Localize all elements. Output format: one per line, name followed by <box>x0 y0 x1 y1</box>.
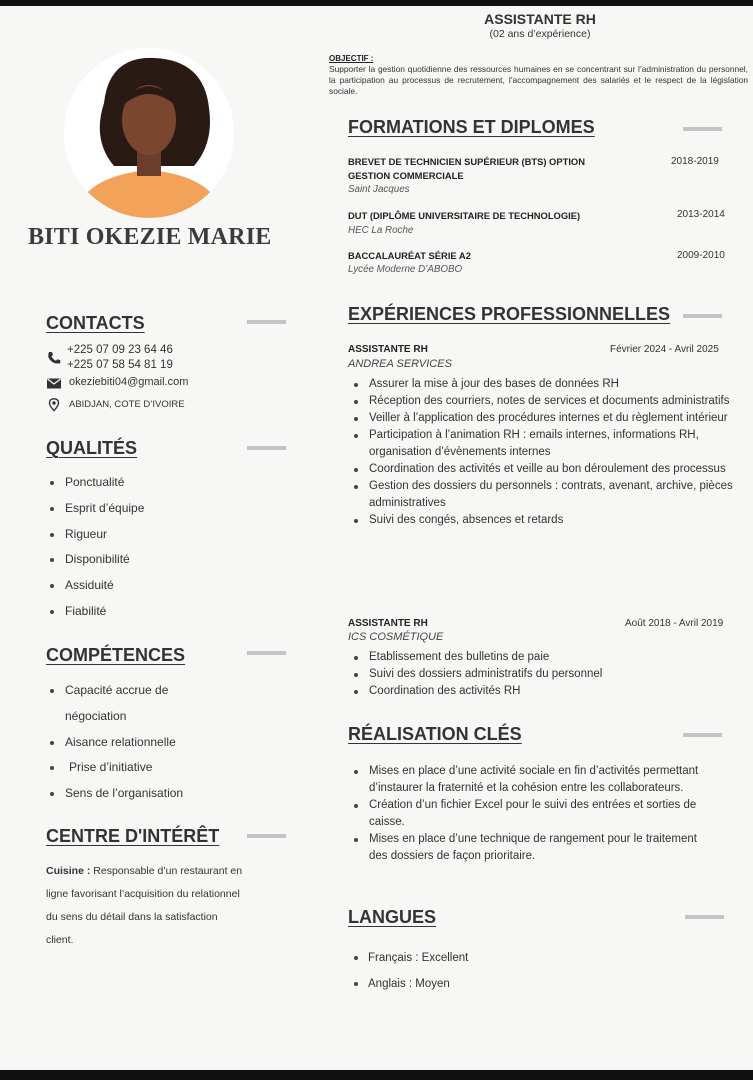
achievements-heading-bar <box>683 733 722 737</box>
skills-heading-bar <box>247 651 286 655</box>
education-school-3: Lycée Moderne D’ABOBO <box>348 264 463 275</box>
education-years-3: 2009-2010 <box>677 250 725 261</box>
list-item: Mises en place d’une activité sociale en fin d’activités permettant d’instaurer la fraternité et la cohésion entre les collaborateurs. <box>350 763 702 797</box>
education-heading: FORMATIONS ET DIPLOMES <box>348 117 595 137</box>
top-border <box>0 0 753 6</box>
contacts-heading-bar <box>247 320 286 324</box>
phone-number-2[interactable]: +225 07 58 54 81 19 <box>67 359 173 371</box>
qualities-list <box>46 470 144 625</box>
location-row <box>46 398 185 412</box>
list-item: Création d’un fichier Excel pour le suivi des entrées et sorties de caisse. <box>350 797 702 831</box>
languages-heading-bar <box>685 915 724 919</box>
job-company-1: ANDREA SERVICES <box>348 358 452 370</box>
interests-heading: CENTRE D'INTÉRÊT <box>46 826 220 846</box>
profile-photo <box>64 48 234 218</box>
job-tasks-2 <box>350 649 734 700</box>
list-item: Ponctualité <box>46 470 144 496</box>
list-item: Coordination des activités RH <box>350 683 734 700</box>
job-dates-1: Février 2024 - Avril 2025 <box>610 344 719 355</box>
education-school-1: Saint Jacques <box>348 184 410 195</box>
email-address[interactable]: okeziebiti04@gmail.com <box>69 376 189 388</box>
job-role-2: ASSISTANTE RH <box>348 618 428 629</box>
job-title: ASSISTANTE RH <box>484 11 596 27</box>
qualities-heading-bar <box>247 446 286 450</box>
phone-row <box>46 351 68 365</box>
interests-heading-bar <box>247 834 286 838</box>
bottom-border <box>0 1070 753 1080</box>
list-item: Prise d’initiative <box>46 755 196 781</box>
contacts-heading: CONTACTS <box>46 313 145 333</box>
education-title-1: BREVET DE TECHNICIEN SUPÉRIEUR (BTS) OPTION GESTION COMMERCIALE <box>348 156 585 181</box>
interest-text <box>46 860 246 952</box>
skills-list <box>46 678 196 807</box>
envelope-icon <box>46 376 64 390</box>
achievements-heading: RÉALISATION CLÉS <box>348 724 522 744</box>
languages-heading: LANGUES <box>348 907 437 927</box>
list-item: Assiduité <box>46 573 144 599</box>
list-item: Anglais : Moyen <box>350 971 468 997</box>
objective-label: OBJECTIF : <box>329 54 374 63</box>
list-item: Suivi des dossiers administratifs du personnel <box>350 666 734 683</box>
job-tasks-1 <box>350 376 734 529</box>
list-item: Sens de l’organisation <box>46 781 196 807</box>
interest-label: Cuisine : <box>46 865 91 877</box>
map-pin-icon <box>46 398 64 412</box>
education-school-2: HEC La Roche <box>348 225 414 236</box>
objective-text: Supporter la gestion quotidienne des ressources humaines en se concentrant sur l’administration du personnel, la participation au processus de recrutement, l’accompagnement des salariés et le respect de la législation sociale. <box>329 64 748 96</box>
list-item: Aisance relationnelle <box>46 730 196 756</box>
job-title-block <box>330 10 750 41</box>
list-item: Français : Excellent <box>350 945 468 971</box>
list-item: Gestion des dossiers du personnels : contrats, avenant, archive, pièces administratives <box>350 478 734 512</box>
list-item: Mises en place d’une technique de rangement pour le traitement des dossiers de façon prioritaire. <box>350 831 702 865</box>
experience-heading-bar <box>683 314 722 318</box>
phone-number-1[interactable]: +225 07 09 23 64 46 <box>67 344 173 356</box>
job-dates-2: Août 2018 - Avril 2019 <box>625 618 724 629</box>
list-item: Rigueur <box>46 522 144 548</box>
languages-list <box>350 945 468 997</box>
education-years-1: 2018-2019 <box>671 156 719 167</box>
qualities-heading: QUALITÉS <box>46 438 138 458</box>
education-years-2: 2013-2014 <box>677 209 725 220</box>
list-item: Coordination des activités et veille au bon déroulement des processus <box>350 461 734 478</box>
list-item: Capacité accrue de négociation <box>46 678 196 730</box>
phone-numbers <box>67 343 173 373</box>
list-item: Etablissement des bulletins de paie <box>350 649 734 666</box>
list-item: Disponibilité <box>46 547 144 573</box>
education-title-3: BACCALAURÉAT SÉRIE A2 <box>348 250 471 261</box>
candidate-name: BITI OKEZIE MARIE <box>28 224 272 250</box>
experience-note: (02 ans d’expérience) <box>489 28 591 40</box>
list-item: Fiabilité <box>46 599 144 625</box>
list-item: Réception des courriers, notes de services et documents administratifs <box>350 393 734 410</box>
list-item: Assurer la mise à jour des bases de données RH <box>350 376 734 393</box>
job-company-2: ICS COSMÉTIQUE <box>348 631 444 643</box>
education-heading-bar <box>683 127 722 131</box>
phone-icon <box>46 351 64 365</box>
email-row <box>46 376 188 390</box>
education-title-2: DUT (DIPLÔME UNIVERSITAIRE DE TECHNOLOGIE) <box>348 210 581 221</box>
location-text: ABIDJAN, COTE D’IVOIRE <box>69 399 185 410</box>
experience-heading: EXPÉRIENCES PROFESSIONNELLES <box>348 304 671 324</box>
list-item: Participation à l’animation RH : emails internes, informations RH, organisation d’évènements internes <box>350 427 734 461</box>
skills-heading: COMPÉTENCES <box>46 645 186 665</box>
list-item: Suivi des congés, absences et retards <box>350 512 734 529</box>
achievements-list <box>350 763 702 865</box>
interest-description: Responsable d’un restaurant en ligne favorisant l’acquisition du relationnel du sens du détail dans la satisfaction client. <box>46 865 243 946</box>
list-item: Esprit d’équipe <box>46 496 144 522</box>
job-role-1: ASSISTANTE RH <box>348 344 428 355</box>
list-item: Veiller à l’application des procédures internes et du règlement intérieur <box>350 410 734 427</box>
